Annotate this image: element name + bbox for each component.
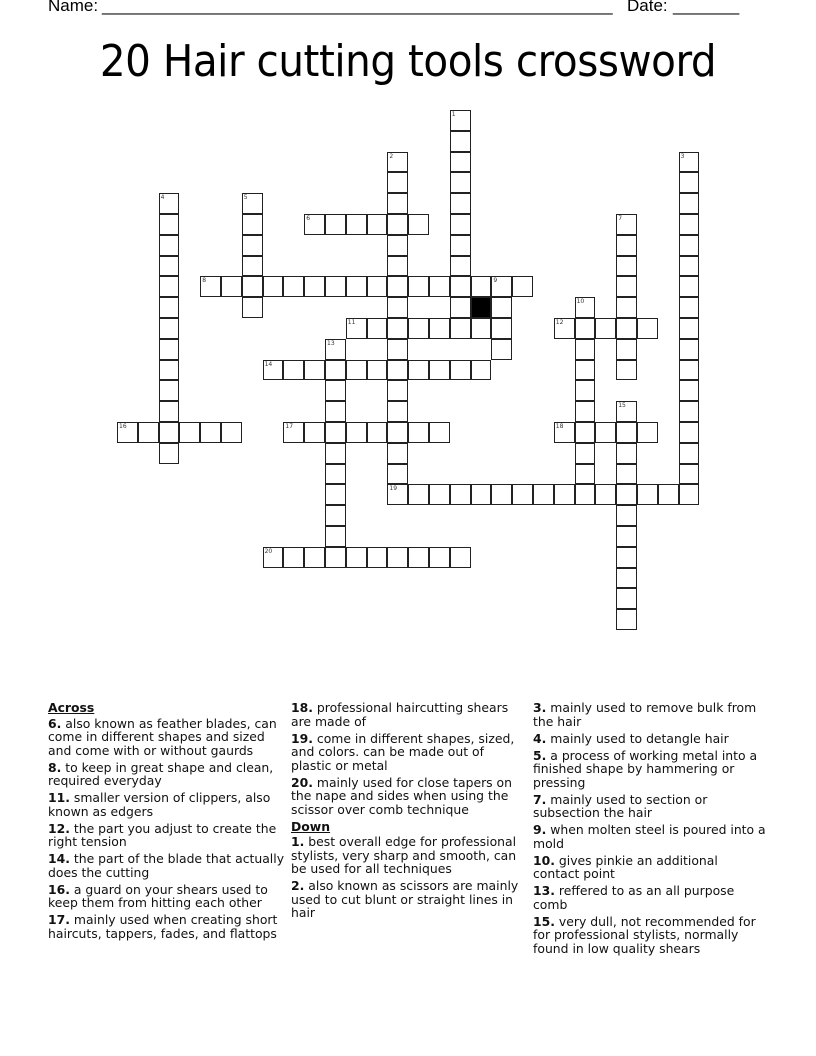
grid-cell[interactable] bbox=[616, 526, 637, 547]
clue-number-label: 4 bbox=[160, 194, 165, 202]
across-heading: Across bbox=[48, 700, 95, 715]
grid-cell[interactable] bbox=[242, 193, 263, 214]
grid-cell[interactable] bbox=[616, 422, 637, 443]
grid-cell[interactable] bbox=[367, 422, 388, 443]
clue-text: best overall edge for professional stylists, very sharp and smooth, can be used for all techniques bbox=[291, 834, 517, 876]
clue-number: 2. bbox=[291, 878, 305, 893]
grid-cell[interactable] bbox=[679, 380, 700, 401]
grid-cell[interactable] bbox=[637, 484, 658, 505]
grid-cell[interactable] bbox=[575, 484, 596, 505]
clue-number: 9. bbox=[533, 822, 547, 837]
date-label: Date: bbox=[627, 0, 668, 15]
clue-number: 19. bbox=[291, 730, 313, 746]
grid-cell[interactable] bbox=[408, 276, 429, 297]
clue-text: also known as feather blades, can come in different shapes and sized and come with or without gaurds bbox=[48, 715, 277, 758]
grid-cell[interactable] bbox=[512, 484, 533, 505]
grid-cell[interactable] bbox=[200, 422, 221, 443]
grid-cell[interactable] bbox=[658, 484, 679, 505]
grid-cell[interactable] bbox=[159, 318, 180, 339]
name-field[interactable]: ______________________________________________________ bbox=[102, 0, 613, 15]
grid-cell[interactable] bbox=[346, 547, 367, 568]
grid-cell[interactable] bbox=[450, 235, 471, 256]
grid-cell[interactable] bbox=[575, 297, 596, 318]
clue-across-11 bbox=[48, 791, 288, 818]
grid-cell[interactable] bbox=[679, 318, 700, 339]
clue-across-20 bbox=[291, 776, 526, 817]
clue-number: 12. bbox=[48, 820, 70, 836]
clue-number-label: 12 bbox=[555, 319, 564, 326]
grid-cell[interactable] bbox=[450, 152, 471, 173]
grid-cell[interactable] bbox=[575, 318, 596, 339]
clue-number-label: 16 bbox=[119, 423, 127, 430]
grid-cell[interactable] bbox=[679, 193, 700, 214]
grid-cell[interactable] bbox=[221, 422, 242, 443]
grid-cell[interactable] bbox=[679, 214, 700, 235]
grid-cell[interactable] bbox=[679, 484, 700, 505]
clue-text: mainly used to remove bulk from the hair bbox=[533, 700, 757, 729]
grid-cell[interactable] bbox=[346, 360, 367, 381]
name-label: Name: bbox=[48, 0, 99, 15]
grid-cell[interactable] bbox=[387, 547, 408, 568]
grid-cell[interactable] bbox=[491, 318, 512, 339]
clue-across-6 bbox=[48, 717, 288, 758]
clue-number: 10. bbox=[533, 852, 555, 868]
grid-cell[interactable] bbox=[679, 152, 700, 173]
grid-cell[interactable] bbox=[325, 380, 346, 401]
grid-cell[interactable] bbox=[304, 276, 325, 297]
grid-cell[interactable] bbox=[387, 297, 408, 318]
grid-cell[interactable] bbox=[450, 547, 471, 568]
grid-cell[interactable] bbox=[450, 360, 471, 381]
clues-column-2 bbox=[291, 701, 526, 923]
grid-cell[interactable] bbox=[367, 276, 388, 297]
grid-cell[interactable] bbox=[575, 360, 596, 381]
clue-number-label: 14 bbox=[264, 360, 273, 368]
clue-text: come in different shapes, sized, and colors. can be made out of plastic or metal bbox=[291, 730, 515, 773]
clue-number: 8. bbox=[48, 759, 62, 775]
clues-column-3 bbox=[533, 701, 768, 959]
grid-cell[interactable] bbox=[408, 214, 429, 235]
clue-text: smaller version of clippers, also known as edgers bbox=[48, 790, 271, 819]
clue-text: to keep in great shape and clean, required everyday bbox=[48, 759, 274, 788]
clue-down-9 bbox=[533, 823, 768, 850]
grid-cell[interactable] bbox=[283, 360, 304, 381]
grid-cell[interactable] bbox=[367, 318, 388, 339]
clue-down-15 bbox=[533, 915, 768, 956]
grid-cell[interactable] bbox=[367, 547, 388, 568]
grid-cell[interactable] bbox=[575, 380, 596, 401]
grid-cell[interactable] bbox=[429, 484, 450, 505]
grid-cell[interactable] bbox=[491, 276, 512, 297]
clue-text: the part of the blade that actually does the cutting bbox=[48, 851, 285, 880]
grid-cell[interactable] bbox=[616, 588, 637, 609]
grid-cell[interactable] bbox=[283, 276, 304, 297]
clue-text: mainly used when creating short haircuts, tappers, fades, and flattops bbox=[48, 912, 278, 941]
grid-cell[interactable] bbox=[387, 152, 408, 173]
grid-cell[interactable] bbox=[679, 256, 700, 277]
clue-number: 17. bbox=[48, 912, 70, 927]
grid-cell[interactable] bbox=[679, 360, 700, 381]
grid-cell[interactable] bbox=[387, 172, 408, 193]
clue-down-10 bbox=[533, 854, 768, 881]
grid-cell[interactable] bbox=[159, 235, 180, 256]
grid-cell[interactable] bbox=[159, 422, 180, 443]
grid-cell[interactable] bbox=[408, 547, 429, 568]
grid-cell[interactable] bbox=[679, 297, 700, 318]
grid-cell[interactable] bbox=[429, 422, 450, 443]
clue-number-label: 19 bbox=[389, 485, 398, 493]
grid-cell[interactable] bbox=[616, 484, 637, 505]
grid-cell[interactable] bbox=[450, 172, 471, 193]
clue-number-label: 15 bbox=[618, 402, 626, 410]
grid-cell[interactable] bbox=[159, 214, 180, 235]
clue-number-label: 2 bbox=[389, 152, 394, 160]
clue-text: mainly used for close tapers on the nape and sides when using the scissor over comb technique bbox=[291, 774, 512, 817]
grid-cell[interactable] bbox=[367, 214, 388, 235]
grid-cell[interactable] bbox=[159, 193, 180, 214]
clue-down-5 bbox=[533, 749, 768, 790]
grid-cell[interactable] bbox=[304, 360, 325, 381]
clue-number-label: 7 bbox=[618, 215, 623, 222]
grid-cell[interactable] bbox=[575, 443, 596, 464]
grid-cell[interactable] bbox=[159, 401, 180, 422]
clue-number-label: 6 bbox=[306, 215, 311, 222]
grid-cell[interactable] bbox=[159, 297, 180, 318]
clue-text: very dull, not recommended for for professional stylists, normally found in low quality shears bbox=[533, 913, 756, 956]
clue-number: 1. bbox=[291, 834, 305, 849]
clue-down-2 bbox=[291, 879, 526, 920]
grid-cell[interactable] bbox=[679, 172, 700, 193]
grid-cell[interactable] bbox=[387, 360, 408, 381]
grid-cell[interactable] bbox=[408, 360, 429, 381]
clue-text: also known as scissors are mainly used to cut blunt or straight lines in hair bbox=[291, 878, 519, 920]
grid-cell[interactable] bbox=[325, 443, 346, 464]
grid-cell[interactable] bbox=[679, 401, 700, 422]
grid-cell[interactable] bbox=[471, 484, 492, 505]
grid-cell[interactable] bbox=[325, 422, 346, 443]
grid-cell[interactable] bbox=[679, 339, 700, 360]
clue-number: 3. bbox=[533, 700, 547, 715]
grid-cell[interactable] bbox=[200, 276, 221, 297]
grid-cell[interactable] bbox=[616, 318, 637, 339]
grid-cell[interactable] bbox=[387, 401, 408, 422]
clue-across-16 bbox=[48, 883, 288, 910]
grid-cell[interactable] bbox=[159, 256, 180, 277]
grid-cell[interactable] bbox=[387, 484, 408, 505]
grid-cell[interactable] bbox=[679, 443, 700, 464]
grid-cell[interactable] bbox=[159, 443, 180, 464]
grid-cell[interactable] bbox=[616, 339, 637, 360]
grid-cell[interactable] bbox=[554, 422, 575, 443]
grid-cell[interactable] bbox=[387, 193, 408, 214]
grid-cell[interactable] bbox=[325, 505, 346, 526]
grid-cell[interactable] bbox=[159, 380, 180, 401]
grid-cell[interactable] bbox=[346, 276, 367, 297]
grid-cell[interactable] bbox=[471, 318, 492, 339]
clue-text: mainly used to detangle hair bbox=[546, 730, 729, 746]
clue-down-1 bbox=[291, 835, 526, 876]
grid-cell[interactable] bbox=[616, 297, 637, 318]
clue-number-label: 1 bbox=[451, 111, 456, 118]
grid-cell[interactable] bbox=[679, 422, 700, 443]
grid-cell[interactable] bbox=[346, 318, 367, 339]
grid-cell[interactable] bbox=[679, 276, 700, 297]
grid-cell[interactable] bbox=[595, 422, 616, 443]
grid-cell[interactable] bbox=[554, 484, 575, 505]
clue-across-14 bbox=[48, 852, 288, 879]
grid-cell[interactable] bbox=[616, 568, 637, 589]
clue-number: 7. bbox=[533, 791, 547, 807]
grid-cell[interactable] bbox=[554, 318, 575, 339]
clue-number: 11. bbox=[48, 790, 70, 805]
clue-number-label: 18 bbox=[555, 423, 564, 430]
clue-text: a process of working metal into a finished shape by hammering or pressing bbox=[533, 747, 758, 790]
clue-number-label: 5 bbox=[243, 194, 248, 202]
clue-text: professional haircutting shears are made of bbox=[291, 700, 509, 729]
grid-cell[interactable] bbox=[263, 360, 284, 381]
grid-cell[interactable] bbox=[304, 547, 325, 568]
clue-text: mainly used to section or subsection the hair bbox=[533, 791, 708, 820]
grid-cell[interactable] bbox=[595, 318, 616, 339]
clue-number-label: 13 bbox=[327, 339, 335, 347]
clue-across-12 bbox=[48, 822, 288, 849]
grid-cell[interactable] bbox=[117, 422, 138, 443]
grid-cell[interactable] bbox=[283, 422, 304, 443]
clue-down-3 bbox=[533, 701, 768, 728]
clue-number-label: 9 bbox=[493, 277, 498, 285]
grid-cell[interactable] bbox=[325, 526, 346, 547]
grid-cell[interactable] bbox=[387, 276, 408, 297]
grid-cell[interactable] bbox=[471, 360, 492, 381]
grid-cell[interactable] bbox=[471, 276, 492, 297]
grid-cell[interactable] bbox=[387, 443, 408, 464]
grid-cell[interactable] bbox=[408, 422, 429, 443]
grid-cell[interactable] bbox=[221, 276, 242, 297]
grid-cell[interactable] bbox=[450, 110, 471, 131]
clue-text: gives pinkie an additional contact point bbox=[533, 852, 718, 881]
clues-column-1 bbox=[48, 701, 288, 944]
grid-cell[interactable] bbox=[679, 464, 700, 485]
grid-cell[interactable] bbox=[159, 360, 180, 381]
grid-cell[interactable] bbox=[325, 547, 346, 568]
clue-number-label: 17 bbox=[285, 423, 294, 430]
grid-cell[interactable] bbox=[387, 380, 408, 401]
grid-cell[interactable] bbox=[491, 339, 512, 360]
grid-cell[interactable] bbox=[450, 318, 471, 339]
grid-cell[interactable] bbox=[387, 464, 408, 485]
grid-cell[interactable] bbox=[616, 464, 637, 485]
grid-cell[interactable] bbox=[367, 360, 388, 381]
grid-cell[interactable] bbox=[159, 339, 180, 360]
grid-cell[interactable] bbox=[429, 318, 450, 339]
grid-cell[interactable] bbox=[450, 297, 471, 318]
grid-cell[interactable] bbox=[304, 422, 325, 443]
date-field[interactable]: _______ bbox=[673, 0, 740, 15]
grid-cell[interactable] bbox=[346, 214, 367, 235]
grid-cell[interactable] bbox=[283, 547, 304, 568]
clue-number: 15. bbox=[533, 913, 555, 929]
clue-text: reffered to as an all purpose comb bbox=[533, 883, 735, 912]
grid-cell[interactable] bbox=[325, 339, 346, 360]
grid-cell[interactable] bbox=[408, 318, 429, 339]
grid-cell[interactable] bbox=[304, 214, 325, 235]
grid-cell[interactable] bbox=[512, 276, 533, 297]
grid-cell[interactable] bbox=[387, 422, 408, 443]
grid-cell[interactable] bbox=[450, 484, 471, 505]
clue-across-19 bbox=[291, 732, 526, 773]
grid-cell[interactable] bbox=[533, 484, 554, 505]
grid-cell[interactable] bbox=[242, 276, 263, 297]
grid-cell[interactable] bbox=[595, 484, 616, 505]
black-cell bbox=[471, 297, 492, 318]
grid-cell[interactable] bbox=[325, 360, 346, 381]
down-heading: Down bbox=[291, 818, 331, 834]
grid-cell[interactable] bbox=[637, 422, 658, 443]
grid-cell[interactable] bbox=[616, 256, 637, 277]
grid-cell[interactable] bbox=[679, 235, 700, 256]
clue-number: 20. bbox=[291, 774, 313, 790]
clue-number: 4. bbox=[533, 730, 547, 746]
page-title: 20 Hair cutting tools crossword bbox=[99, 36, 717, 87]
grid-cell[interactable] bbox=[450, 276, 471, 297]
clue-text: the part you adjust to create the right tension bbox=[48, 820, 277, 849]
grid-cell[interactable] bbox=[325, 464, 346, 485]
grid-cell[interactable] bbox=[387, 235, 408, 256]
grid-cell[interactable] bbox=[387, 318, 408, 339]
grid-cell[interactable] bbox=[325, 401, 346, 422]
grid-cell[interactable] bbox=[616, 443, 637, 464]
clue-number-label: 20 bbox=[264, 547, 273, 555]
clue-number: 5. bbox=[533, 747, 547, 763]
grid-cell[interactable] bbox=[616, 505, 637, 526]
clue-text: when molten steel is poured into a mold bbox=[533, 822, 766, 851]
grid-cell[interactable] bbox=[491, 297, 512, 318]
grid-cell[interactable] bbox=[263, 547, 284, 568]
grid-cell[interactable] bbox=[346, 422, 367, 443]
clue-across-8 bbox=[48, 761, 288, 788]
grid-cell[interactable] bbox=[616, 360, 637, 381]
grid-cell[interactable] bbox=[575, 401, 596, 422]
grid-cell[interactable] bbox=[450, 256, 471, 277]
grid-cell[interactable] bbox=[575, 464, 596, 485]
grid-cell[interactable] bbox=[616, 235, 637, 256]
grid-cell[interactable] bbox=[387, 339, 408, 360]
grid-cell[interactable] bbox=[616, 276, 637, 297]
grid-cell[interactable] bbox=[242, 235, 263, 256]
grid-cell[interactable] bbox=[242, 256, 263, 277]
grid-cell[interactable] bbox=[242, 214, 263, 235]
grid-cell[interactable] bbox=[616, 214, 637, 235]
clue-text: a guard on your shears used to keep them from hitting each other bbox=[48, 881, 268, 910]
grid-cell[interactable] bbox=[387, 256, 408, 277]
grid-cell[interactable] bbox=[263, 276, 284, 297]
clue-number-label: 11 bbox=[347, 319, 356, 326]
grid-cell[interactable] bbox=[616, 547, 637, 568]
grid-cell[interactable] bbox=[450, 193, 471, 214]
grid-cell[interactable] bbox=[242, 297, 263, 318]
clue-across-18 bbox=[291, 701, 526, 728]
clue-number: 13. bbox=[533, 883, 555, 898]
grid-cell[interactable] bbox=[387, 214, 408, 235]
clue-down-7 bbox=[533, 793, 768, 820]
grid-cell[interactable] bbox=[616, 401, 637, 422]
grid-cell[interactable] bbox=[179, 422, 200, 443]
clue-across-17 bbox=[48, 913, 288, 940]
clue-down-4 bbox=[533, 732, 768, 746]
grid-cell[interactable] bbox=[637, 318, 658, 339]
grid-cell[interactable] bbox=[325, 484, 346, 505]
clue-number: 14. bbox=[48, 851, 70, 866]
clue-number-label: 8 bbox=[202, 277, 207, 285]
grid-cell[interactable] bbox=[575, 422, 596, 443]
grid-cell[interactable] bbox=[616, 609, 637, 630]
grid-cell[interactable] bbox=[450, 131, 471, 152]
grid-cell[interactable] bbox=[408, 484, 429, 505]
clue-number-label: 10 bbox=[576, 298, 585, 306]
clue-number-label: 3 bbox=[680, 152, 685, 160]
grid-cell[interactable] bbox=[491, 484, 512, 505]
grid-cell[interactable] bbox=[325, 214, 346, 235]
grid-cell[interactable] bbox=[429, 360, 450, 381]
grid-cell[interactable] bbox=[429, 276, 450, 297]
grid-cell[interactable] bbox=[159, 276, 180, 297]
grid-cell[interactable] bbox=[429, 547, 450, 568]
grid-cell[interactable] bbox=[325, 276, 346, 297]
clue-number: 6. bbox=[48, 715, 62, 731]
grid-cell[interactable] bbox=[575, 339, 596, 360]
clue-number: 16. bbox=[48, 881, 70, 897]
clue-number: 18. bbox=[291, 700, 313, 715]
grid-cell[interactable] bbox=[450, 214, 471, 235]
clue-down-13 bbox=[533, 884, 768, 911]
grid-cell[interactable] bbox=[138, 422, 159, 443]
